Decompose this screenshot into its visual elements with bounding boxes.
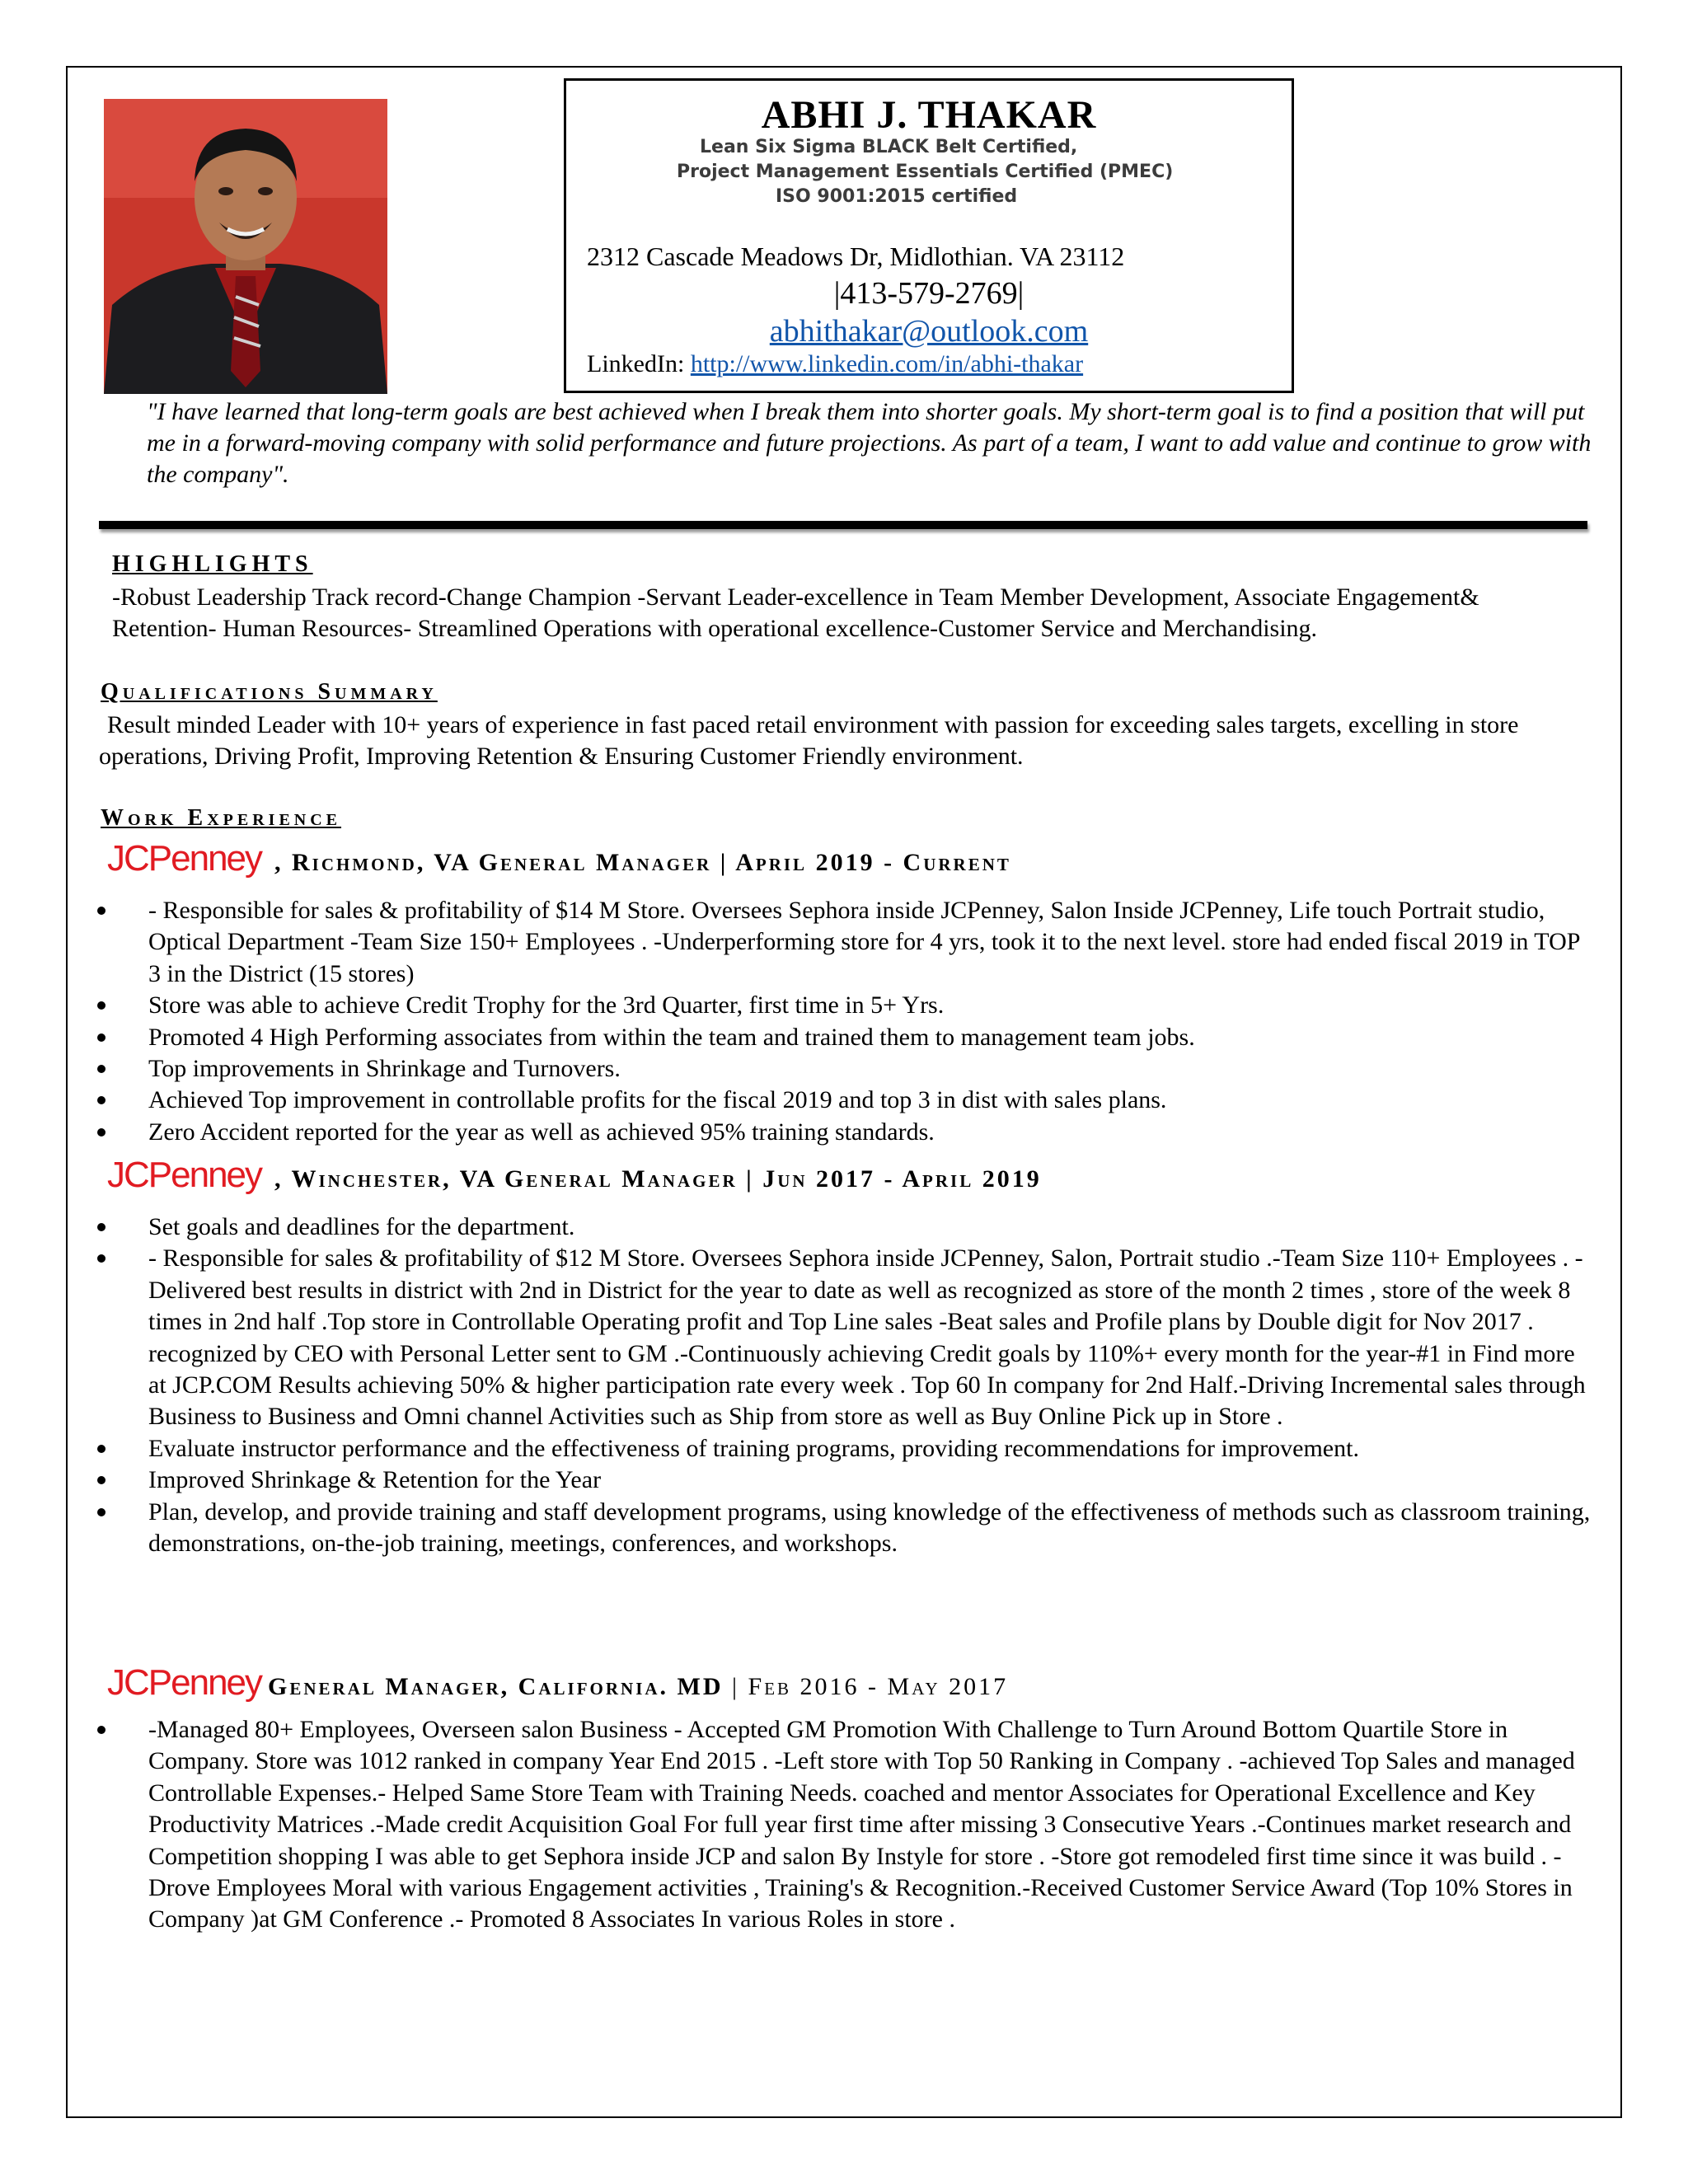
email-link[interactable]: abhithakar@outlook.com bbox=[769, 314, 1089, 349]
linkedin-line bbox=[587, 350, 1083, 378]
bullet-icon bbox=[97, 1445, 106, 1453]
bullet-icon bbox=[97, 1254, 106, 1263]
bullet-icon bbox=[97, 1508, 106, 1516]
section-divider bbox=[99, 521, 1587, 529]
job-3-bullets bbox=[97, 1714, 1597, 1936]
linkedin-label: LinkedIn: bbox=[587, 350, 691, 377]
certification-3: ISO 9001:2015 certified bbox=[776, 186, 1018, 207]
phone-number: |413-579-2769| bbox=[833, 276, 1025, 311]
bullet-icon bbox=[97, 1033, 106, 1042]
profile-photo bbox=[104, 99, 387, 394]
bullet-icon bbox=[97, 907, 106, 915]
job-2-header bbox=[107, 1157, 1042, 1193]
jcpenney-logo: JCPenney bbox=[107, 1155, 262, 1195]
linkedin-link[interactable]: http://www.linkedin.com/in/abhi-thakar bbox=[690, 350, 1084, 377]
jcpenney-logo: JCPenney bbox=[107, 1662, 262, 1703]
list-item: Zero Accident reported for the year as well as achieved 95% training standards. bbox=[97, 1117, 1597, 1148]
list-item: Promoted 4 High Performing associates from within the team and trained them to management team jobs. bbox=[97, 1022, 1597, 1053]
jcpenney-logo: JCPenney bbox=[107, 838, 262, 879]
list-item: Plan, develop, and provide training and staff development programs, using knowledge of the effectiveness of methods such as classroom training, demonstrations, on-the-job training, meetings, conferences, and workshops. bbox=[97, 1497, 1597, 1560]
list-item: Achieved Top improvement in controllable profits for the fiscal 2019 and top 3 in dist with sales plans. bbox=[97, 1085, 1597, 1116]
highlights-text: -Robust Leadership Track record-Change Champion -Servant Leader-excellence in Team Member Development, Associate Engagement& Retention- Human Resources- Streamlined Operations with operational excellence-Customer Service and Merchandising. bbox=[112, 583, 1479, 642]
bullet-icon bbox=[97, 1223, 106, 1231]
bullet-icon bbox=[97, 1476, 106, 1484]
job-1-title: , Richmond, VA General Manager | April 2019 - Current bbox=[274, 849, 1011, 876]
list-item: Set goals and deadlines for the department. bbox=[97, 1212, 1597, 1243]
bullet-icon bbox=[97, 1096, 106, 1104]
list-item: - Responsible for sales & profitability of $12 M Store. Oversees Sephora inside JCPenney, Salon, Portrait studio .-Team Size 110+ Employees . -Delivered best results in district with 2nd in District for the year to date as well as recognized as store of the month 2 times , store of the week 8 times in 2nd half .Top store in Controllable Operating profit and Top Line sales -Beat sales and Profile plans by Double digit for Nov 2017 . recognized by CEO with Personal Letter sent to GM .-Continuously achieving Credit goals by 110%+ every month for the year-#1 in Find more at JCP.COM Results achieving 50% & higher participation rate every week . Top 60 In company for 2nd Half.-Driving Incremental sales through Business to Business and Omni channel Activities such as Ship from store as well as Buy Online Pick up in Store . bbox=[97, 1243, 1597, 1432]
contact-box bbox=[564, 78, 1294, 393]
list-item: Top improvements in Shrinkage and Turnovers. bbox=[97, 1053, 1597, 1085]
list-item: - Responsible for sales & profitability of $14 M Store. Oversees Sephora inside JCPenney, Salon Inside JCPenney, Life touch Portrait studio, Optical Department -Team Size 150+ Employees . -Underperforming store for 4 yrs, took it to the next level. store had ended fiscal 2019 in TOP 3 in the District (15 stores) bbox=[97, 895, 1597, 990]
qualifications-text: Result minded Leader with 10+ years of experience in fast paced retail environment with passion for exceeding sales targets, excelling in store operations, Driving Profit, Improving Retention & Ensuring Customer Friendly environment. bbox=[99, 711, 1519, 770]
candidate-name: ABHI J. THAKAR bbox=[761, 93, 1097, 137]
work-experience-title: Work Experience bbox=[101, 805, 342, 831]
certification-1: Lean Six Sigma BLACK Belt Certified, bbox=[700, 137, 1078, 157]
job-1-header bbox=[107, 838, 1011, 879]
objective-quote: "I have learned that long-term goals are best achieved when I break them into shorter goals. My short-term goal is to find a position that will put me in a forward-moving company with solid performance and future projections. As part of a team, I want to add value and continue to grow with the company". bbox=[147, 398, 1592, 488]
highlights-title: HIGHLIGHTS bbox=[112, 551, 313, 577]
bullet-icon bbox=[97, 1065, 106, 1073]
job-2-title: , Winchester, VA General Manager | Jun 2017 - April 2019 bbox=[274, 1165, 1042, 1193]
list-item: Evaluate instructor performance and the effectiveness of training programs, providing recommendations for improvement. bbox=[97, 1433, 1597, 1465]
list-item: Improved Shrinkage & Retention for the Year bbox=[97, 1465, 1597, 1496]
bullet-icon bbox=[97, 1128, 106, 1137]
qualifications-title: Qualifications Summary bbox=[101, 679, 438, 705]
list-item: -Managed 80+ Employees, Overseen salon Business - Accepted GM Promotion With Challenge to Turn Around Bottom Quartile Store in Company. Store was 1012 ranked in company Year End 2015 . -Left store with Top 50 Ranking in Company . -achieved Top Sales and managed Controllable Expenses.- Helped Same Store Team with Training Needs. coached and mentor Associates for Operational Excellence and Key Productivity Matrices .-Made credit Acquisition Goal For full year first time after missing 3 Consecutive Years .-Continues market research and Competition shopping I was able to get Sephora inside JCP and salon By Instyle for store . -Store got remodeled first time since it was build . -Drove Employees Moral with various Engagement activities , Training's & Recognition.-Received Customer Service Award (Top 10% Stores in Company )at GM Conference .- Promoted 8 Associates In various Roles in store . bbox=[97, 1714, 1597, 1936]
certification-2: Project Management Essentials Certified (PMEC) bbox=[677, 162, 1174, 182]
address: 2312 Cascade Meadows Dr, Midlothian. VA 23112 bbox=[587, 241, 1125, 271]
job-3-title bbox=[268, 1673, 1008, 1701]
job-3-title-dates: | Feb 2016 - May 2017 bbox=[723, 1673, 1009, 1700]
bullet-icon bbox=[97, 1726, 106, 1734]
bullet-icon bbox=[97, 1001, 106, 1010]
job-3-title-role: General Manager, California. MD bbox=[268, 1673, 724, 1700]
list-item: Store was able to achieve Credit Trophy for the 3rd Quarter, first time in 5+ Yrs. bbox=[97, 990, 1597, 1021]
job-3-header bbox=[107, 1662, 1009, 1703]
job-1-bullets bbox=[97, 895, 1597, 1148]
job-2-bullets bbox=[97, 1212, 1597, 1559]
